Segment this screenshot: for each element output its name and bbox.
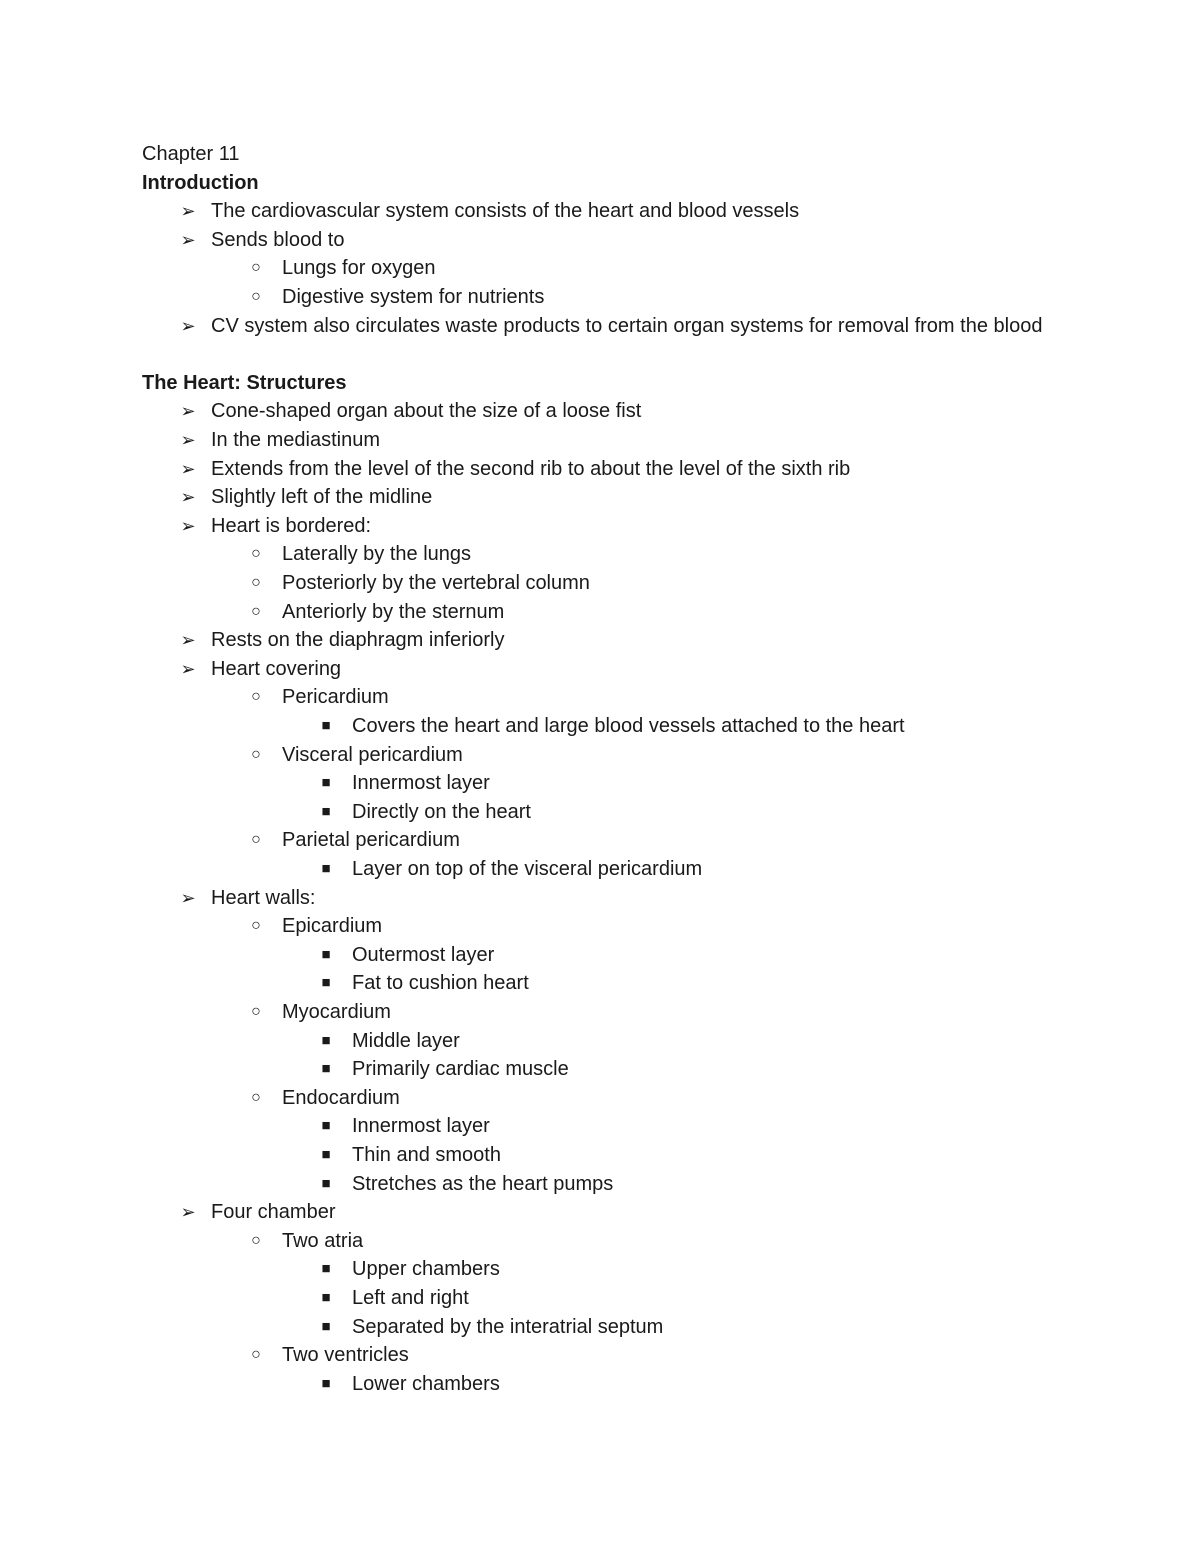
bullet-level3-icon: ■ xyxy=(321,1289,331,1306)
bullet-level1-icon: ➢ xyxy=(180,315,196,336)
bullet-level3-icon: ■ xyxy=(321,1374,331,1392)
list-item-text: Upper chambers xyxy=(352,1258,500,1281)
bullet-level2-icon: ○ xyxy=(251,259,261,277)
bullet-level2-icon: ○ xyxy=(251,688,261,706)
bullet-level1-icon: ➢ xyxy=(180,1202,196,1223)
list-item-text: Sends blood to xyxy=(211,228,345,251)
bullet-level3-icon: ■ xyxy=(321,802,331,820)
bullet-level2-icon: ○ xyxy=(251,602,261,620)
list-item-text: Stretches as the heart pumps xyxy=(352,1172,614,1195)
bullet-level1-icon: ➢ xyxy=(180,887,196,908)
bullet-level2-icon: ○ xyxy=(251,1231,261,1249)
bullet-level1-icon: ➢ xyxy=(180,458,196,479)
list-item-text: Middle layer xyxy=(352,1029,460,1052)
list-item-text: Two atria xyxy=(282,1229,364,1252)
list-item-text: Thin and smooth xyxy=(352,1144,501,1166)
list-item-text: Heart walls: xyxy=(211,886,316,909)
list-item-text: Laterally by the lungs xyxy=(282,543,472,566)
bullet-level1-icon: ➢ xyxy=(180,430,196,450)
bullet-level3-icon: ■ xyxy=(321,1146,331,1163)
list-item-text: Cone-shaped organ about the size of a loose fist xyxy=(211,400,642,423)
bullet-level1-icon: ➢ xyxy=(180,515,196,536)
bullet-level3-icon: ■ xyxy=(321,945,331,963)
bullet-level2-icon: ○ xyxy=(251,1346,261,1364)
bullet-level3-icon: ■ xyxy=(321,1317,331,1335)
list-item-text: Parietal pericardium xyxy=(282,829,460,852)
list-item-text: In the mediastinum xyxy=(211,429,380,451)
bullet-level3-icon: ■ xyxy=(321,1174,331,1192)
bullet-level2-icon: ○ xyxy=(251,574,261,591)
bullet-level2-icon: ○ xyxy=(251,1088,261,1106)
list-item-text: Covers the heart and large blood vessels attached to the heart xyxy=(352,715,905,737)
list-item-text: Visceral pericardium xyxy=(282,743,463,766)
bullet-level3-icon: ■ xyxy=(321,1260,331,1278)
bullet-level1-icon: ➢ xyxy=(180,630,196,651)
list-item-text: Rests on the diaphragm inferiorly xyxy=(211,629,505,652)
bullet-level1-icon: ➢ xyxy=(180,487,196,508)
list-item-text: Slightly left of the midline xyxy=(211,486,433,509)
list-item-text: Posteriorly by the vertebral column xyxy=(282,572,590,594)
list-item-text: The cardiovascular system consists of the heart and blood vessels xyxy=(211,200,800,223)
list-item-text: Pericardium xyxy=(282,686,389,709)
list-item-text: Layer on top of the visceral pericardium xyxy=(352,858,703,880)
bullet-level2-icon: ○ xyxy=(251,288,261,305)
list-item-text: Primarily cardiac muscle xyxy=(352,1058,569,1081)
bullet-level1-icon: ➢ xyxy=(180,229,196,250)
bullet-level3-icon: ■ xyxy=(321,1117,331,1135)
list-item-text: Directly on the heart xyxy=(352,800,531,823)
list-item-text: Heart covering xyxy=(211,657,342,680)
list-item-text: Myocardium xyxy=(282,1001,391,1023)
list-item-text: Left and right xyxy=(352,1287,469,1309)
section-heading-text: Introduction xyxy=(142,171,259,194)
bullet-level2-icon: ○ xyxy=(251,1003,261,1020)
list-item-text: Digestive system for nutrients xyxy=(282,286,545,308)
bullet-level3-icon: ■ xyxy=(321,1031,331,1049)
bullet-level2-icon: ○ xyxy=(251,831,261,849)
list-item-text: Anteriorly by the sternum xyxy=(282,600,505,623)
bullet-level3-icon: ■ xyxy=(321,1060,331,1078)
list-item-text: Two ventricles xyxy=(282,1344,409,1367)
bullet-level2-icon: ○ xyxy=(251,917,261,935)
bullet-level1-icon: ➢ xyxy=(180,658,196,679)
list-item-text: Outermost layer xyxy=(352,943,495,966)
chapter-title-text: Chapter 11 xyxy=(142,143,240,165)
section-heading-text: The Heart: Structures xyxy=(142,371,347,394)
list-item-text: Separated by the interatrial septum xyxy=(352,1315,664,1338)
list-item-text: Four chamber xyxy=(211,1201,336,1224)
bullet-level3-icon: ■ xyxy=(321,860,331,877)
bullet-level2-icon: ○ xyxy=(251,545,261,563)
bullet-level3-icon: ■ xyxy=(321,774,331,792)
bullet-level1-icon: ➢ xyxy=(180,401,196,422)
list-item-text: Innermost layer xyxy=(352,772,490,795)
list-item-text: Lungs for oxygen xyxy=(282,257,436,280)
list-item-text: Epicardium xyxy=(282,915,383,938)
bullet-level3-icon: ■ xyxy=(321,717,331,734)
list-item-text: Extends from the level of the second rib to about the level of the sixth rib xyxy=(211,457,851,480)
list-item-text: Lower chambers xyxy=(352,1372,500,1395)
list-item-text: Heart is bordered: xyxy=(211,514,372,537)
bullet-level3-icon: ■ xyxy=(321,974,331,992)
list-item-text: Innermost layer xyxy=(352,1115,490,1138)
list-item-text: Fat to cushion heart xyxy=(352,972,529,995)
bullet-level2-icon: ○ xyxy=(251,745,261,763)
list-item-text: CV system also circulates waste products to certain organ systems for removal from the blood xyxy=(211,314,1043,337)
list-item-text: Endocardium xyxy=(282,1086,400,1109)
bullet-level1-icon: ➢ xyxy=(180,201,196,222)
